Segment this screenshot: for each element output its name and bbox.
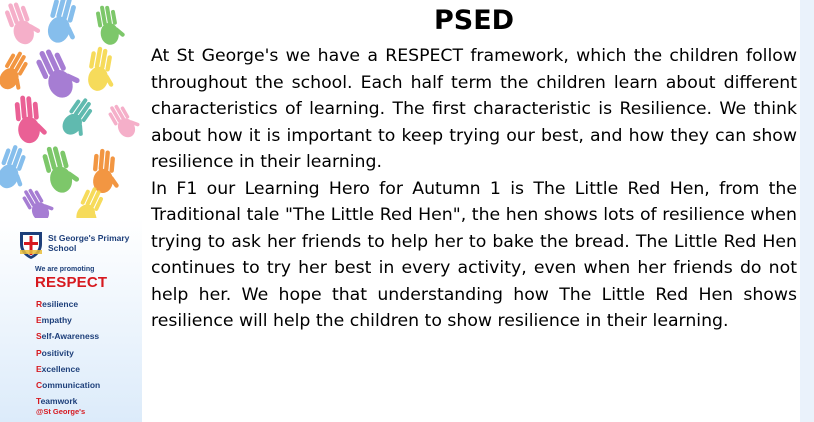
handprint-shape (0, 49, 37, 96)
handprint-shape (58, 95, 102, 142)
value-item: Empathy (36, 315, 72, 326)
respect-heading: RESPECT (35, 274, 108, 291)
paragraph: At St George's we have a RESPECT framework, which the children follow throughout the school. Each half term the children learn about different characteristics of learning. The first characteristic is Resilience. We think about how it is important to keep trying our best, and how they can show resilience in their learning. (151, 46, 797, 172)
handprint-shapes (0, 0, 142, 218)
school-crest-icon (18, 230, 44, 260)
social-handle: @St George's (36, 407, 86, 416)
school-name: St George's Primary School (48, 233, 130, 253)
handprint-shape (3, 0, 44, 47)
value-item: Communication (36, 380, 101, 391)
handprint-shape (41, 141, 83, 195)
respect-poster (0, 218, 142, 422)
value-item: Self-Awareness (36, 331, 100, 342)
value-item: Positivity (36, 347, 74, 358)
handprint-shape (0, 143, 35, 194)
respect-values-list (36, 296, 100, 409)
page-title: PSED (433, 5, 515, 36)
page-edge-strip (800, 0, 814, 422)
handprint-shape (20, 182, 58, 218)
handprint-shape (91, 148, 123, 194)
promoting-label: We are promoting (35, 266, 95, 273)
value-item: Teamwork (36, 396, 78, 407)
value-item: Excellence (36, 363, 80, 374)
body-text (151, 43, 797, 335)
handprint-shape (33, 41, 85, 102)
handprints-image (0, 0, 142, 218)
handprint-shape (85, 46, 120, 94)
value-item: Resilience (36, 299, 79, 309)
handprint-shape (14, 94, 49, 144)
paragraph: In F1 our Learning Hero for Autumn 1 is The Little Red Hen, from the Traditional tale "The Little Red Hen", the hen shows lots of resilience when trying to ask her friends to help her to bake the bread. The Little Red Hen continues to try her best in every activity, even when her friends do not help her. We hope that understanding how The Little Red Hen shows resilience will help the children to show resilience in their learning. (151, 178, 797, 331)
school-header (18, 230, 138, 260)
handprint-shape (95, 3, 127, 47)
left-image-panel (0, 0, 142, 422)
handprint-shape (106, 98, 142, 141)
handprint-shape (44, 0, 86, 47)
